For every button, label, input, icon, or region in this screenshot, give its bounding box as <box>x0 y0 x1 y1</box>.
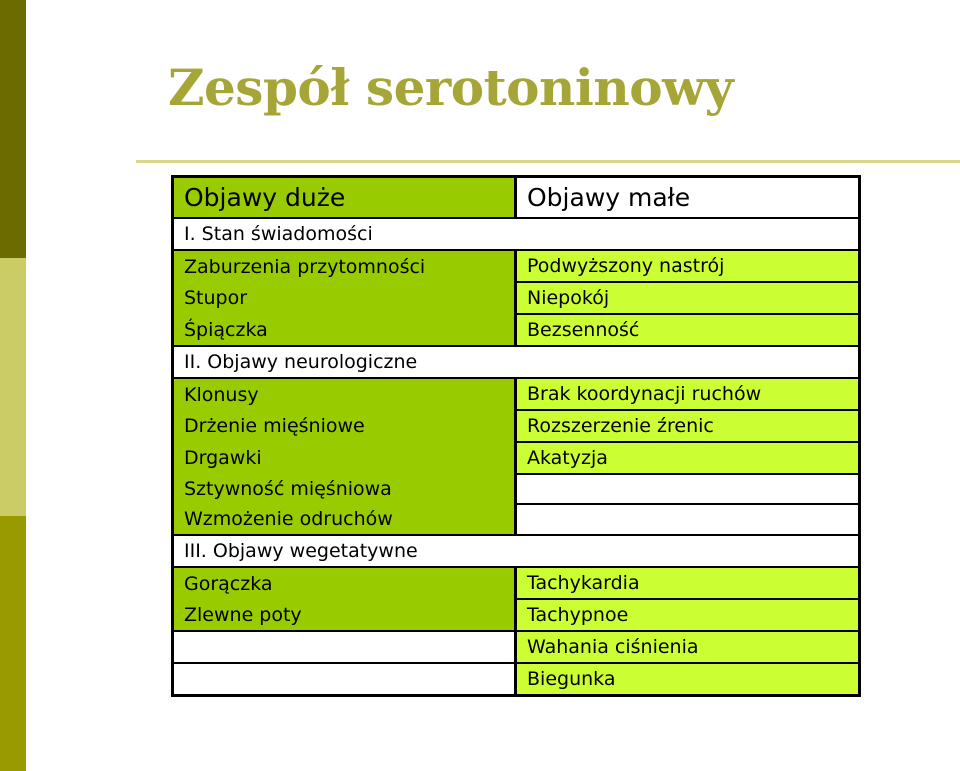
table-row <box>173 567 860 599</box>
section-heading-autonomic: III. Objawy wegetatywne <box>173 535 516 567</box>
section-row <box>173 535 860 567</box>
major-symptom-cell: Zaburzenia przytomności <box>173 250 516 282</box>
minor-symptom-cell: Tachypnoe <box>516 599 860 631</box>
minor-symptom-cell: Niepokój <box>516 282 860 314</box>
side-bar-bottom <box>0 516 26 771</box>
major-symptom-empty-cell <box>173 631 516 663</box>
major-symptom-cell: Sztywność mięśniowa <box>173 474 516 504</box>
section-heading-consciousness: I. Stan świadomości <box>173 218 516 250</box>
table-row <box>173 314 860 346</box>
table-row <box>173 599 860 631</box>
table-row <box>173 378 860 410</box>
minor-symptom-cell: Biegunka <box>516 663 860 696</box>
table-row <box>173 504 860 535</box>
title-divider <box>136 160 960 163</box>
section-heading-neurological: II. Objawy neurologiczne <box>173 346 516 378</box>
minor-symptom-empty-cell <box>516 474 860 504</box>
table-row <box>173 410 860 442</box>
major-symptom-cell: Klonusy <box>173 378 516 410</box>
table-row <box>173 474 860 504</box>
minor-symptom-cell: Wahania ciśnienia <box>516 631 860 663</box>
major-symptom-cell: Wzmożenie odruchów <box>173 504 516 535</box>
major-symptom-cell: Stupor <box>173 282 516 314</box>
section-empty-cell <box>516 535 860 567</box>
side-bar-top <box>0 0 26 258</box>
major-symptom-empty-cell <box>173 663 516 696</box>
header-minor-symptoms: Objawy małe <box>516 177 860 219</box>
section-empty-cell <box>516 346 860 378</box>
minor-symptom-cell: Podwyższony nastrój <box>516 250 860 282</box>
table-row <box>173 282 860 314</box>
major-symptom-cell: Zlewne poty <box>173 599 516 631</box>
header-major-symptoms: Objawy duże <box>173 177 516 219</box>
table-header-row <box>173 177 860 219</box>
minor-symptom-empty-cell <box>516 504 860 535</box>
table-row <box>173 631 860 663</box>
major-symptom-cell: Śpiączka <box>173 314 516 346</box>
section-row <box>173 346 860 378</box>
minor-symptom-cell: Bezsenność <box>516 314 860 346</box>
major-symptom-cell: Drgawki <box>173 442 516 474</box>
major-symptom-cell: Gorączka <box>173 567 516 599</box>
major-symptom-cell: Drżenie mięśniowe <box>173 410 516 442</box>
minor-symptom-cell: Brak koordynacji ruchów <box>516 378 860 410</box>
side-bar-middle <box>0 258 26 516</box>
slide-title: Zespół serotoninowy <box>168 58 734 117</box>
minor-symptom-cell: Tachykardia <box>516 567 860 599</box>
table-row <box>173 663 860 696</box>
table-row <box>173 442 860 474</box>
minor-symptom-cell: Akatyzja <box>516 442 860 474</box>
symptoms-table <box>171 175 861 697</box>
section-empty-cell <box>516 218 860 250</box>
table-row <box>173 250 860 282</box>
minor-symptom-cell: Rozszerzenie źrenic <box>516 410 860 442</box>
section-row <box>173 218 860 250</box>
